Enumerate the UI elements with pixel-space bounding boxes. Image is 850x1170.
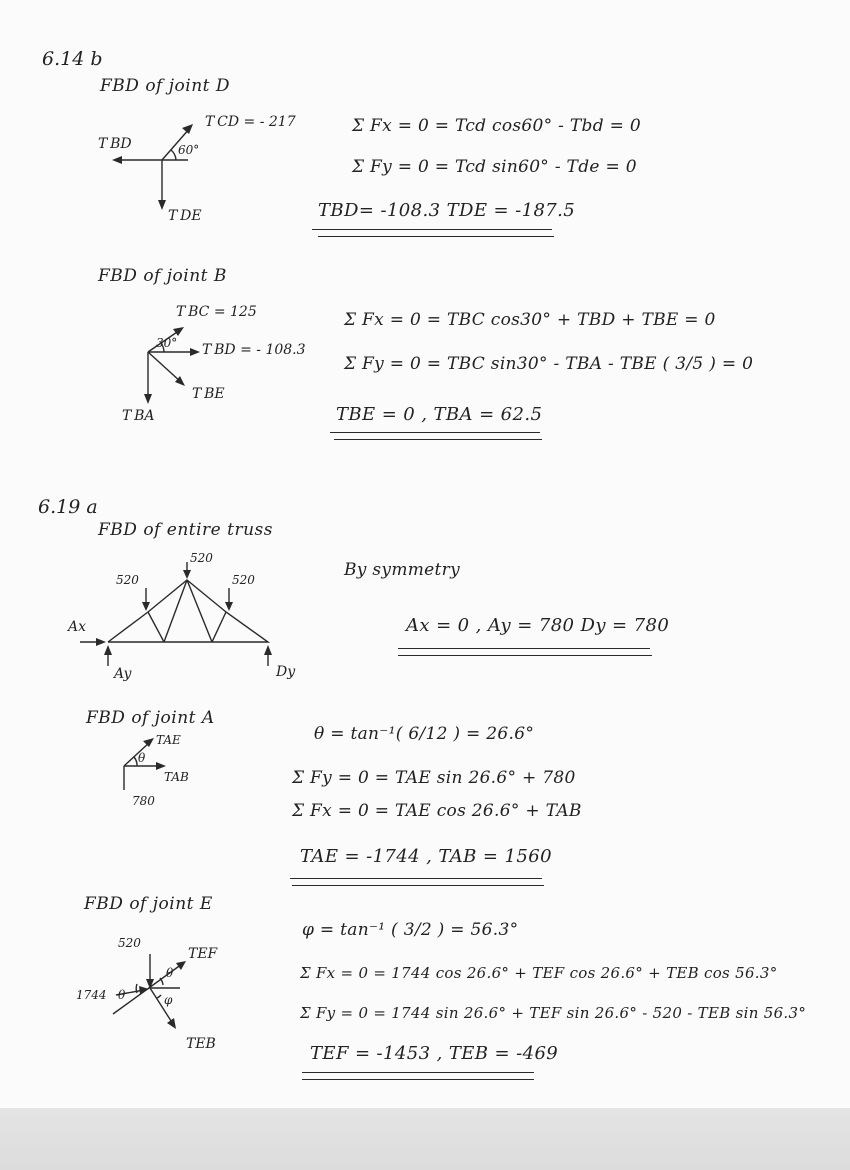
joint-e-theta-left-label: θ — [118, 988, 126, 1002]
joint-d-angle-label: 60° — [178, 143, 200, 157]
symmetry-note: By symmetry — [344, 560, 460, 580]
joint-e-tef-label: TEF — [188, 946, 218, 962]
joint-a-theta-label: θ — [138, 751, 146, 765]
joint-e-heading: FBD of joint E — [84, 894, 213, 914]
joint-a-result: TAE = -1744 , TAB = 1560 — [300, 846, 552, 867]
joint-a-tab-label: TAB — [164, 770, 189, 784]
truss-reactions-result: Ax = 0 , Ay = 780 Dy = 780 — [406, 615, 670, 636]
truss-load-left-label: 520 — [116, 573, 139, 587]
joint-a-heading: FBD of joint A — [86, 708, 215, 728]
truss-ax-label: Ax — [68, 619, 87, 635]
joint-d-tbd-label: T BD — [98, 136, 132, 152]
problem-number-6-14b: 6.14 b — [42, 48, 103, 70]
joint-e-sum-fy-equation: Σ Fy = 0 = 1744 sin 26.6° + TEF sin 26.6° - 520 - TEB sin 56.3° — [300, 1004, 807, 1022]
joint-d-heading: FBD of joint D — [100, 76, 231, 96]
joint-a-sum-fy-equation: Σ Fy = 0 = TAE sin 26.6° + 780 — [292, 768, 576, 788]
joint-d-sum-fy-equation: Σ Fy = 0 = Tcd sin60° - Tde = 0 — [352, 157, 637, 177]
joint-b-tba-label: T BA — [122, 408, 155, 424]
joint-d-tde-label: T DE — [168, 208, 202, 224]
joint-b-heading: FBD of joint B — [98, 266, 227, 286]
joint-e-left-force-label: 1744 — [76, 988, 107, 1002]
joint-d-tcd-label: T CD = - 217 — [205, 114, 296, 130]
joint-e-theta-right-label: θ — [166, 966, 174, 980]
theta-equation: θ = tan⁻¹( 6/12 ) = 26.6° — [314, 724, 535, 744]
joint-e-result-underline-2 — [302, 1079, 534, 1080]
joint-a-tae-label: TAE — [156, 733, 181, 747]
phi-equation: φ = tan⁻¹ ( 3/2 ) = 56.3° — [302, 920, 519, 940]
joint-a-load-label: 780 — [132, 794, 155, 808]
joint-e-load-label: 520 — [118, 936, 141, 950]
truss-load-right-label: 520 — [232, 573, 255, 587]
truss-load-mid-label: 520 — [190, 551, 213, 565]
joint-e-sum-fx-equation: Σ Fx = 0 = 1744 cos 26.6° + TEF cos 26.6° + TEB cos 56.3° — [300, 964, 778, 982]
joint-d-result: TBD= -108.3 TDE = -187.5 — [318, 200, 576, 221]
joint-a-sum-fx-equation: Σ Fx = 0 = TAE cos 26.6° + TAB — [292, 801, 582, 821]
joint-d-sum-fx-equation: Σ Fx = 0 = Tcd cos60° - Tbd = 0 — [352, 116, 641, 136]
joint-b-angle-label: 30° — [156, 336, 178, 350]
joint-b-result: TBE = 0 , TBA = 62.5 — [336, 404, 543, 425]
joint-e-result-underline-1 — [302, 1072, 534, 1073]
problem-number-6-19a: 6.19 a — [38, 496, 98, 518]
truss-dy-label: Dy — [276, 664, 296, 680]
joint-b-tbc-label: T BC = 125 — [176, 304, 257, 320]
truss-heading: FBD of entire truss — [98, 520, 273, 540]
joint-b-tbe-label: T BE — [192, 386, 225, 402]
joint-e-result: TEF = -1453 , TEB = -469 — [310, 1043, 559, 1064]
joint-e-phi-label: φ — [164, 993, 173, 1007]
joint-b-sum-fx-equation: Σ Fx = 0 = TBC cos30° + TBD + TBE = 0 — [344, 310, 716, 330]
joint-e-teb-label: TEB — [186, 1036, 216, 1052]
joint-b-sum-fy-equation: Σ Fy = 0 = TBC sin30° - TBA - TBE ( 3/5 ) = 0 — [344, 354, 754, 374]
joint-b-tbd-label: T BD = - 108.3 — [202, 342, 306, 358]
truss-ay-label: Ay — [114, 666, 132, 682]
